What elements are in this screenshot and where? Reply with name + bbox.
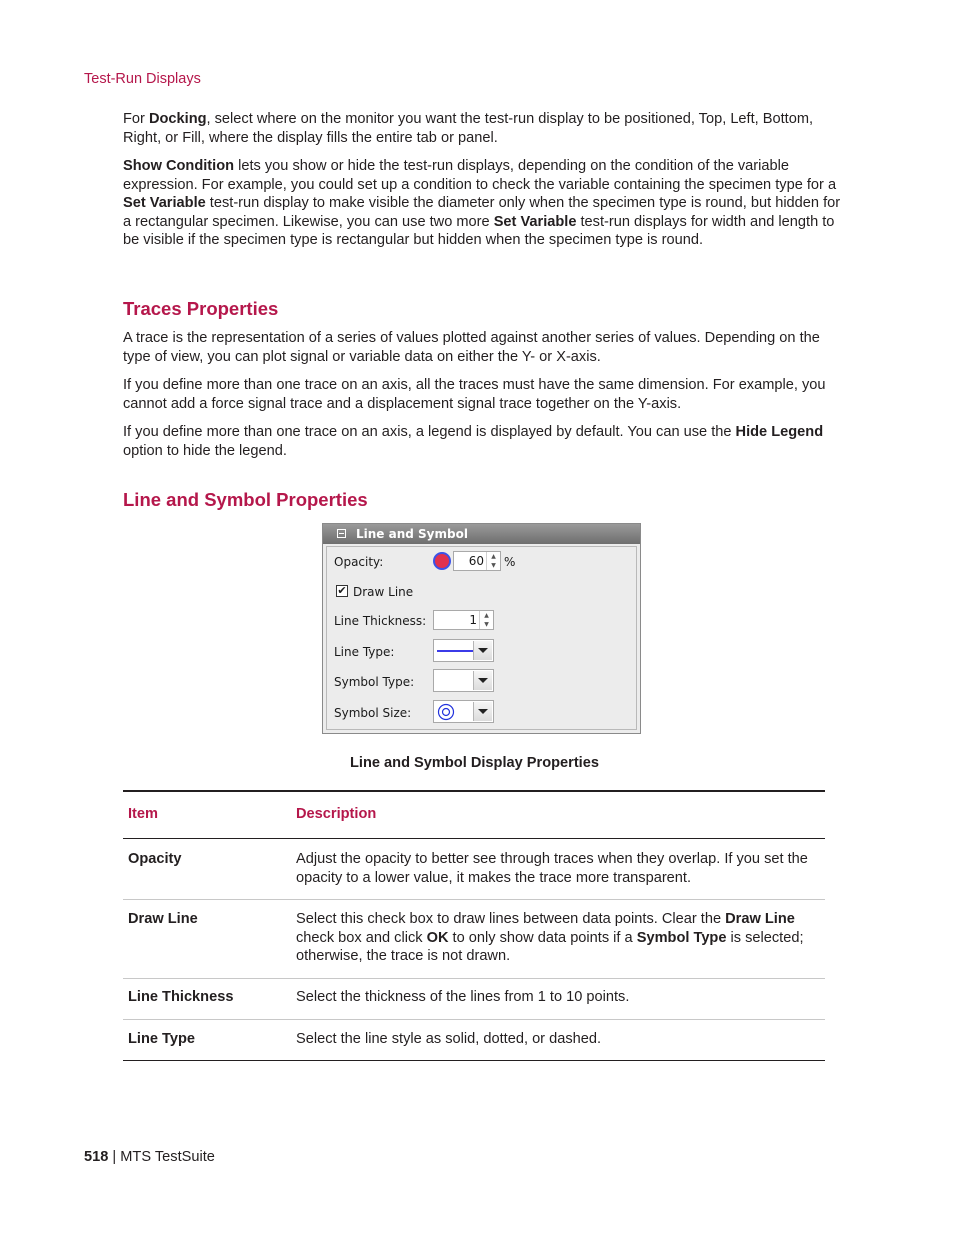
stepper-arrows[interactable] xyxy=(486,552,500,570)
line-thickness-label: Line Thickness: xyxy=(334,614,427,628)
show-condition-paragraph xyxy=(123,157,845,250)
table-header-rule xyxy=(123,838,825,839)
text-run: , select where on the monitor you want the test-run display to be positioned, Top, Left, Bottom, Right, or Fill, where the display fills the entire tab or panel. xyxy=(123,111,814,146)
symbol-type-dropdown[interactable] xyxy=(433,669,494,692)
draw-line-checkbox[interactable]: ✔ xyxy=(337,584,347,597)
row-divider xyxy=(123,1019,825,1020)
bold-term: Hide Legend xyxy=(735,424,824,440)
bold-term: Show Condition xyxy=(123,158,235,174)
chevron-down-icon[interactable] xyxy=(473,641,492,660)
row-divider xyxy=(123,978,825,979)
trace-paragraph-3 xyxy=(123,423,845,460)
opacity-value: 60 xyxy=(468,554,484,568)
text-run: option to hide the legend. xyxy=(123,442,287,459)
running-header: Test-Run Displays xyxy=(84,71,201,87)
bold-term: OK xyxy=(426,929,449,946)
column-header-item: Item xyxy=(128,806,159,822)
bold-term: Set Variable xyxy=(493,213,577,230)
docking-paragraph xyxy=(123,110,845,147)
panel-header[interactable] xyxy=(323,524,640,544)
table-top-rule xyxy=(123,790,825,792)
chevron-down-icon[interactable] xyxy=(473,702,492,721)
page-footer xyxy=(84,1149,215,1165)
solid-line-icon xyxy=(437,649,473,653)
text-run: For xyxy=(123,111,149,127)
row-divider xyxy=(123,899,825,900)
table-row-item: Draw Line xyxy=(128,911,198,927)
up-arrow-icon[interactable]: ▲ xyxy=(484,612,489,619)
bold-term: Docking xyxy=(148,111,207,127)
line-type-dropdown[interactable] xyxy=(433,639,494,662)
opacity-label: Opacity: xyxy=(334,555,384,569)
chevron-down-icon[interactable] xyxy=(473,671,492,690)
collapse-icon[interactable] xyxy=(337,529,346,538)
line-symbol-heading: Line and Symbol Properties xyxy=(123,489,368,510)
up-arrow-icon[interactable]: ▲ xyxy=(491,553,496,560)
text-run: Select this check box to draw lines between data points. Clear the xyxy=(296,911,726,927)
bold-term: Symbol Type xyxy=(636,929,727,946)
stepper-arrows[interactable] xyxy=(479,611,493,629)
table-row-description: Select the line style as solid, dotted, or dashed. xyxy=(296,1031,602,1047)
symbol-type-label: Symbol Type: xyxy=(334,675,415,689)
table-row-description xyxy=(296,910,824,966)
column-header-description: Description xyxy=(296,806,377,822)
table-row-item: Line Type xyxy=(128,1031,196,1047)
text-run: lets you show or hide the test-run displays, depending on the condition of the variable expression. For example, you could set up a condition to check the variable containing the specimen type for a xyxy=(123,158,837,193)
line-thickness-value: 1 xyxy=(469,613,477,627)
text-run: test-run display to make visible the diameter only when the specimen type is round, but hidden for a rectangular specimen. Likewise, you can use two more xyxy=(123,195,841,230)
down-arrow-icon[interactable]: ▼ xyxy=(484,621,489,628)
page-number: 518 xyxy=(84,1149,109,1165)
table-row-item: Opacity xyxy=(128,851,182,867)
text-run: test-run displays for width and length to be visible if the specimen type is rectangular but hidden when the specimen type is round. xyxy=(123,213,835,249)
symbol-size-dropdown[interactable] xyxy=(433,700,494,723)
symbol-size-label: Symbol Size: xyxy=(334,706,412,720)
bold-term: Draw Line xyxy=(725,911,795,927)
trace-paragraph-2: If you define more than one trace on an axis, all the traces must have the same dimension. For example, you cannot add a force signal trace and a displacement signal trace together on the Y-axis. xyxy=(123,377,826,412)
footer-title: MTS TestSuite xyxy=(120,1149,215,1165)
opacity-swatch-icon[interactable] xyxy=(432,551,452,571)
trace-paragraph-1: A trace is the representation of a series of values plotted against another series of values. Depending on the type of view, you can plot signal or variable data on either the Y- or X-axis. xyxy=(123,330,820,365)
text-run: If you define more than one trace on an axis, a legend is displayed by default. You can use the xyxy=(123,424,736,440)
circle-symbol-icon xyxy=(437,703,455,721)
line-symbol-panel xyxy=(322,523,641,734)
text-run: to only show data points if a xyxy=(448,929,637,946)
figure-caption: Line and Symbol Display Properties xyxy=(350,755,599,771)
traces-heading: Traces Properties xyxy=(123,298,279,319)
bold-term: Set Variable xyxy=(123,195,206,212)
text-run: check box and click xyxy=(296,929,427,946)
down-arrow-icon[interactable]: ▼ xyxy=(491,562,496,569)
opacity-stepper[interactable] xyxy=(453,551,501,571)
footer-separator: | xyxy=(108,1149,121,1165)
table-row-item: Line Thickness xyxy=(128,989,234,1005)
draw-line-label: Draw Line xyxy=(353,585,414,599)
panel-title: Line and Symbol xyxy=(356,527,468,541)
panel-body xyxy=(326,546,637,730)
text-run: is selected; otherwise, the trace is not drawn. xyxy=(296,929,804,965)
table-bottom-rule xyxy=(123,1060,825,1061)
table-row-description: Select the thickness of the lines from 1 to 10 points. xyxy=(296,989,630,1005)
line-thickness-stepper[interactable] xyxy=(433,610,494,630)
line-type-label: Line Type: xyxy=(334,645,395,659)
table-row-description: Adjust the opacity to better see through traces when they overlap. If you set the opacity to a lower value, it makes the trace more transparent. xyxy=(296,851,808,886)
opacity-unit: % xyxy=(504,555,516,569)
